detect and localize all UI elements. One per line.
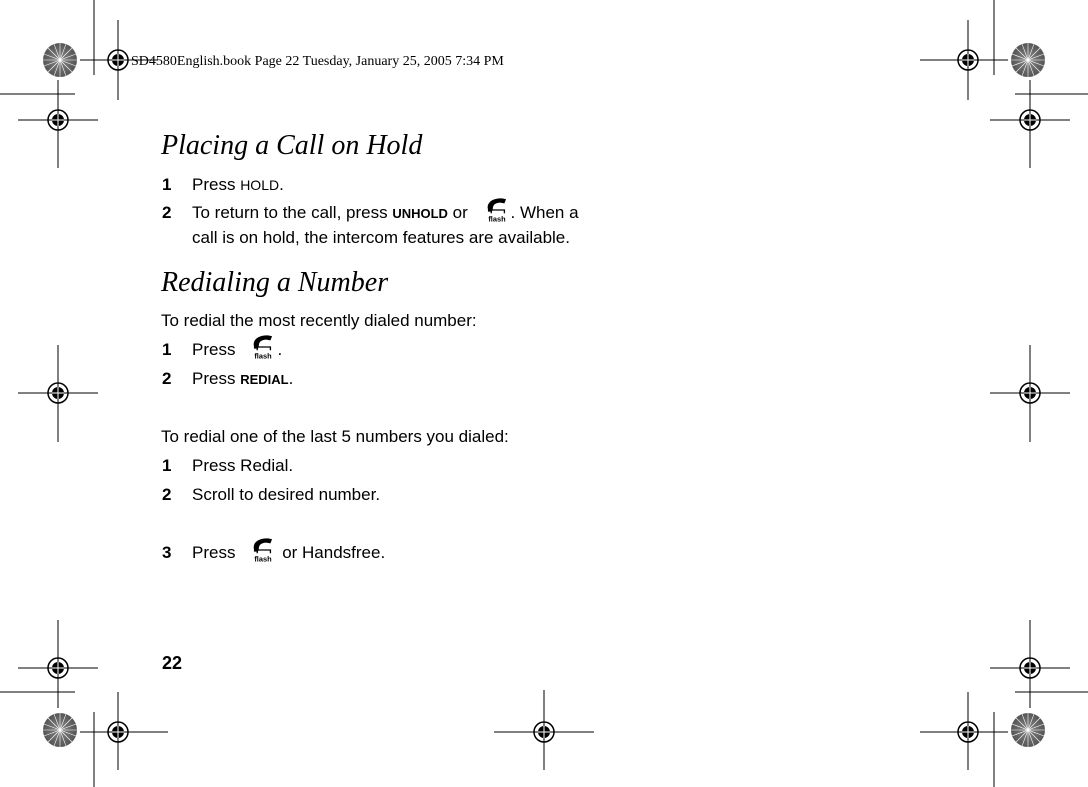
svg-text:flash: flash xyxy=(254,554,273,564)
step-text: Press REDIAL. xyxy=(192,369,294,388)
page-number: 22 xyxy=(162,653,183,673)
intro-text: To redial the most recently dialed number: xyxy=(161,311,477,330)
step-text: To return to the call, press UNHOLD or flash . When a xyxy=(192,203,579,224)
step-number: 2 xyxy=(162,369,172,388)
step-text: Press Redial. xyxy=(192,456,294,475)
step-number: 1 xyxy=(162,175,172,194)
flash-phone-icon xyxy=(249,543,277,563)
key-redial: REDIAL xyxy=(240,372,289,387)
step-number: 3 xyxy=(162,543,172,562)
section-title-hold: Placing a Call on Hold xyxy=(161,130,423,161)
step-number: 1 xyxy=(162,456,172,475)
flash-phone-icon xyxy=(483,203,511,223)
svg-text:flash: flash xyxy=(487,214,506,224)
step-text: Scroll to desired number. xyxy=(192,485,381,504)
print-header: SD4580English.book Page 22 Tuesday, January 25, 2005 7:34 PM xyxy=(131,54,504,69)
key-unhold: UNHOLD xyxy=(392,206,448,221)
svg-text:flash: flash xyxy=(254,351,273,361)
section-title-redial: Redialing a Number xyxy=(161,267,389,298)
step-number: 2 xyxy=(162,203,172,222)
step-text-continued: call is on hold, the intercom features are available. xyxy=(192,228,570,247)
step-number: 1 xyxy=(162,340,172,359)
step-text: Press flash . xyxy=(192,340,282,360)
flash-phone-icon xyxy=(249,340,277,360)
step-text: Press flash or Handsfree. xyxy=(192,543,385,563)
intro-text: To redial one of the last 5 numbers you dialed: xyxy=(161,427,509,446)
step-text: Press HOLD. xyxy=(192,175,284,194)
key-hold: HOLD xyxy=(240,177,280,193)
step-number: 2 xyxy=(162,485,172,504)
